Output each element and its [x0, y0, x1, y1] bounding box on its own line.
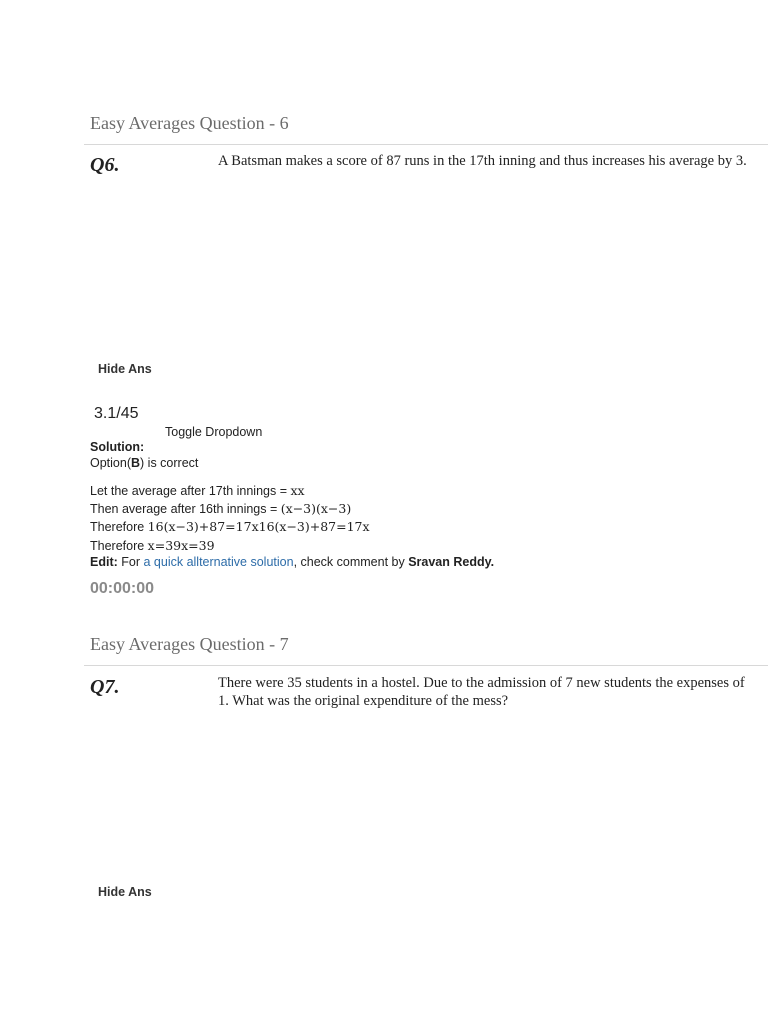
q6-hide-answer-button[interactable]: Hide Ans: [98, 362, 152, 376]
q6-heading: Easy Averages Question - 6: [90, 113, 289, 133]
q6-correct-option: Option(B) is correct: [90, 456, 199, 470]
q7-divider: [84, 665, 768, 666]
q6-number: Q6.: [90, 154, 120, 176]
q6-solution-line-3: Therefore 16(x−3)+87=17x16(x−3)+87=17x: [90, 519, 370, 534]
q6-solution-line-4: Therefore x=39x=39: [90, 538, 215, 553]
q7-number: Q7.: [90, 676, 120, 698]
comment-author: Sravan Reddy.: [408, 555, 495, 569]
q7-hide-answer-button[interactable]: Hide Ans: [98, 885, 152, 899]
q6-timer: 00:00:00: [90, 580, 155, 597]
q7-question-text-line-1: There were 35 students in a hostel. Due to the admission of 7 new students the expenses of: [218, 675, 745, 691]
alternative-solution-link[interactable]: a quick allternative solution: [143, 555, 294, 569]
q6-solution-line-1: Let the average after 17th innings = xx: [90, 483, 305, 498]
q7-heading: Easy Averages Question - 7: [90, 634, 289, 654]
q6-divider: [84, 144, 768, 145]
q6-toggle-dropdown-button[interactable]: Toggle Dropdown: [165, 425, 263, 439]
q6-rating: 3.1/45: [94, 405, 139, 422]
q6-question-text: A Batsman makes a score of 87 runs in the 17th inning and thus increases his average by 3.: [218, 153, 747, 169]
q7-question-text-line-2: 1. What was the original expenditure of the mess?: [218, 693, 509, 709]
q6-solution-line-2: Then average after 16th innings = (x−3)(x−3): [90, 501, 352, 516]
q6-solution-label: Solution:: [90, 440, 145, 454]
q6-edit-note: Edit: For a quick allternative solution, check comment by Sravan Reddy.: [90, 555, 495, 569]
